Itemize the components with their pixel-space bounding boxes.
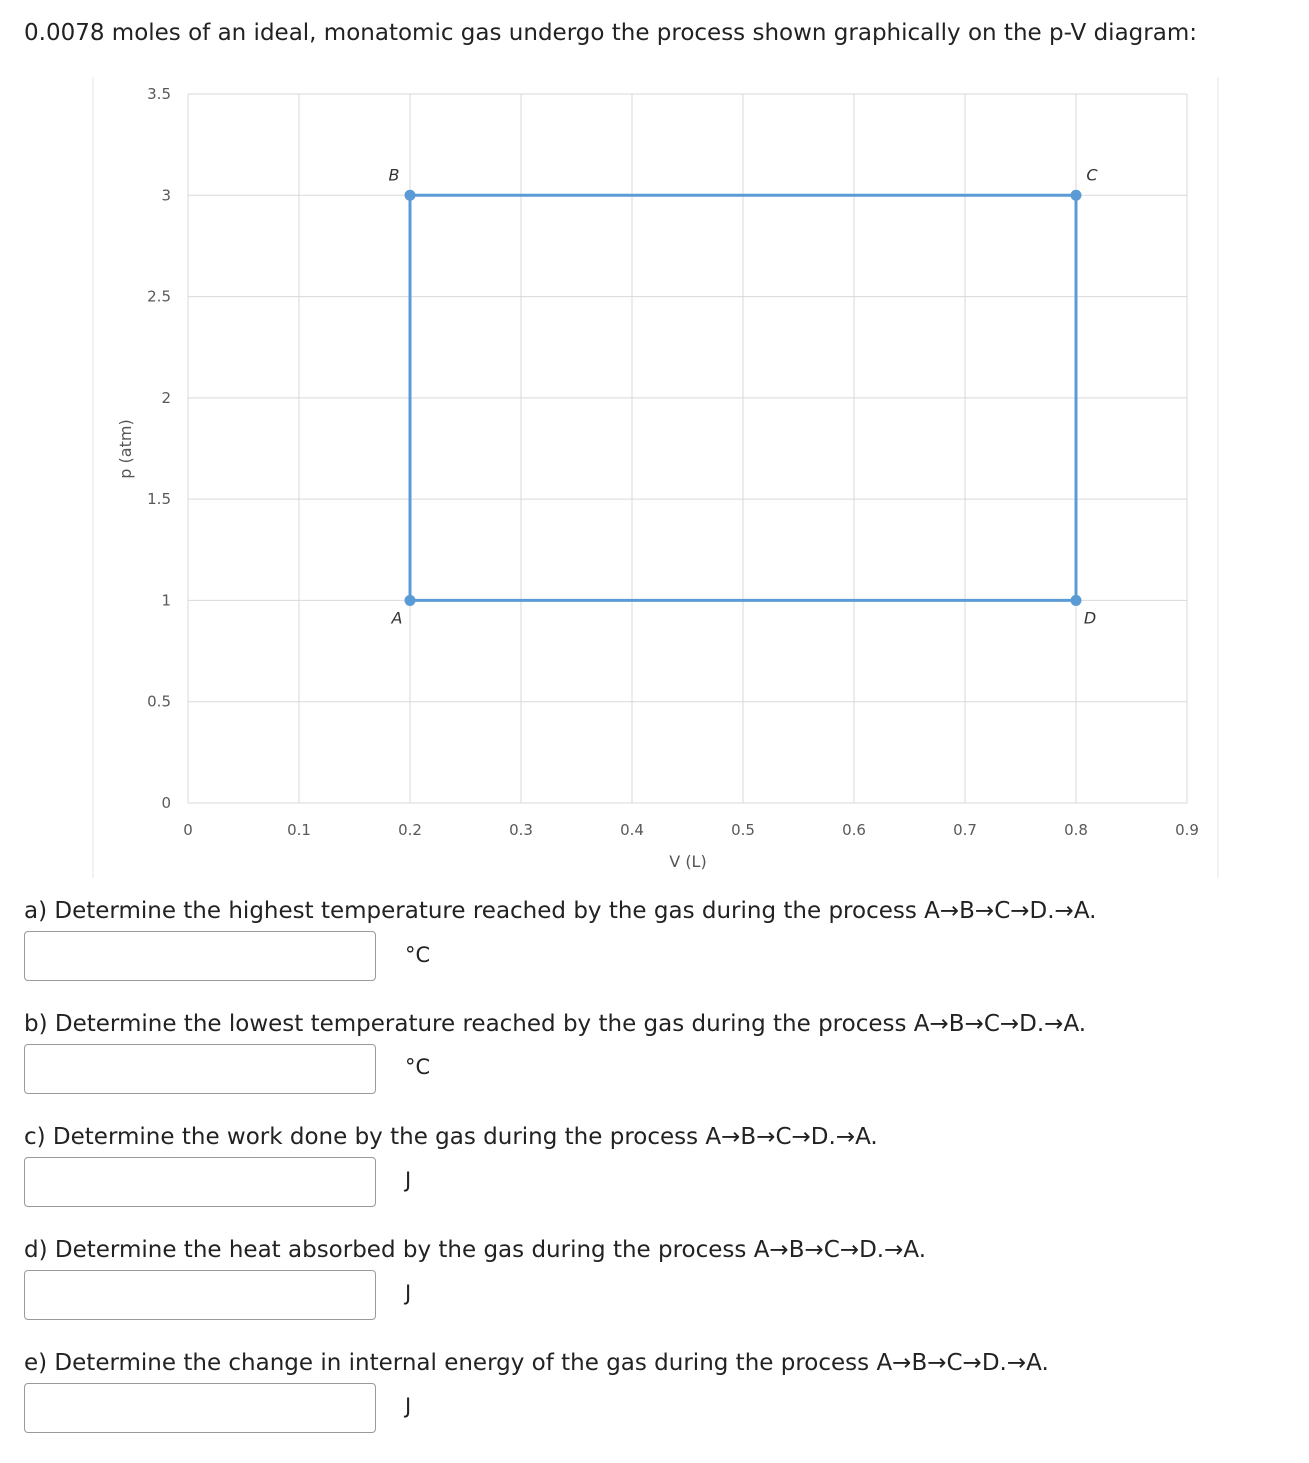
point-c <box>1071 190 1082 201</box>
y-tick-label: 0.5 <box>147 692 171 711</box>
answer-b-unit: °C <box>405 1055 431 1079</box>
answer-d-unit: J <box>405 1281 412 1305</box>
y-tick-label: 1.5 <box>147 490 171 509</box>
x-tick-label: 0.1 <box>287 821 311 839</box>
x-tick-label: 0.3 <box>509 821 533 839</box>
answer-c-input[interactable] <box>24 1157 376 1207</box>
y-tick-label: 0 <box>161 794 171 812</box>
answer-e-unit: J <box>405 1394 412 1418</box>
point-label-d: D <box>1083 608 1097 628</box>
problem-statement: 0.0078 moles of an ideal, monatomic gas undergo the process shown graphically on the p-V diagram: <box>24 20 1197 46</box>
y-tick-label: 2.5 <box>147 287 171 306</box>
point-label-a: A <box>391 608 403 628</box>
answer-a-unit: °C <box>405 943 431 967</box>
x-tick-label: 0.7 <box>953 821 977 839</box>
x-axis-label: V (L) <box>669 852 707 871</box>
answer-c-unit: J <box>405 1168 412 1192</box>
answer-d-input[interactable] <box>24 1270 376 1320</box>
point-d <box>1071 595 1082 606</box>
question-d-text: d) Determine the heat absorbed by the gas during the process A→B→C→D.→A. <box>24 1237 927 1263</box>
point-a <box>405 595 416 606</box>
x-tick-label: 0.9 <box>1175 821 1199 839</box>
y-tick-label: 3.5 <box>147 85 171 103</box>
x-tick-label: 0.4 <box>620 821 644 839</box>
answer-b-input[interactable] <box>24 1044 376 1094</box>
question-a-text: a) Determine the highest temperature reached by the gas during the process A→B→C→D.→A. <box>24 898 1097 924</box>
point-label-b: B <box>388 165 400 185</box>
question-c-text: c) Determine the work done by the gas during the process A→B→C→D.→A. <box>24 1124 878 1150</box>
point-b <box>405 190 416 201</box>
x-tick-label: 0.2 <box>398 821 422 839</box>
question-e-text: e) Determine the change in internal energy of the gas during the process A→B→C→D.→A. <box>24 1350 1049 1376</box>
x-tick-label: 0 <box>183 821 193 839</box>
x-tick-label: 0.5 <box>731 821 755 839</box>
y-tick-label: 2 <box>161 388 171 407</box>
point-label-c: C <box>1086 165 1098 185</box>
answer-e-input[interactable] <box>24 1383 376 1433</box>
x-tick-label: 0.8 <box>1064 821 1088 839</box>
x-tick-label: 0.6 <box>842 821 866 839</box>
y-tick-label: 1 <box>161 591 171 610</box>
y-tick-label: 3 <box>161 186 171 205</box>
question-b-text: b) Determine the lowest temperature reached by the gas during the process A→B→C→D.→A. <box>24 1011 1087 1037</box>
answer-a-input[interactable] <box>24 931 376 981</box>
y-axis-label: p (atm) <box>116 419 135 479</box>
